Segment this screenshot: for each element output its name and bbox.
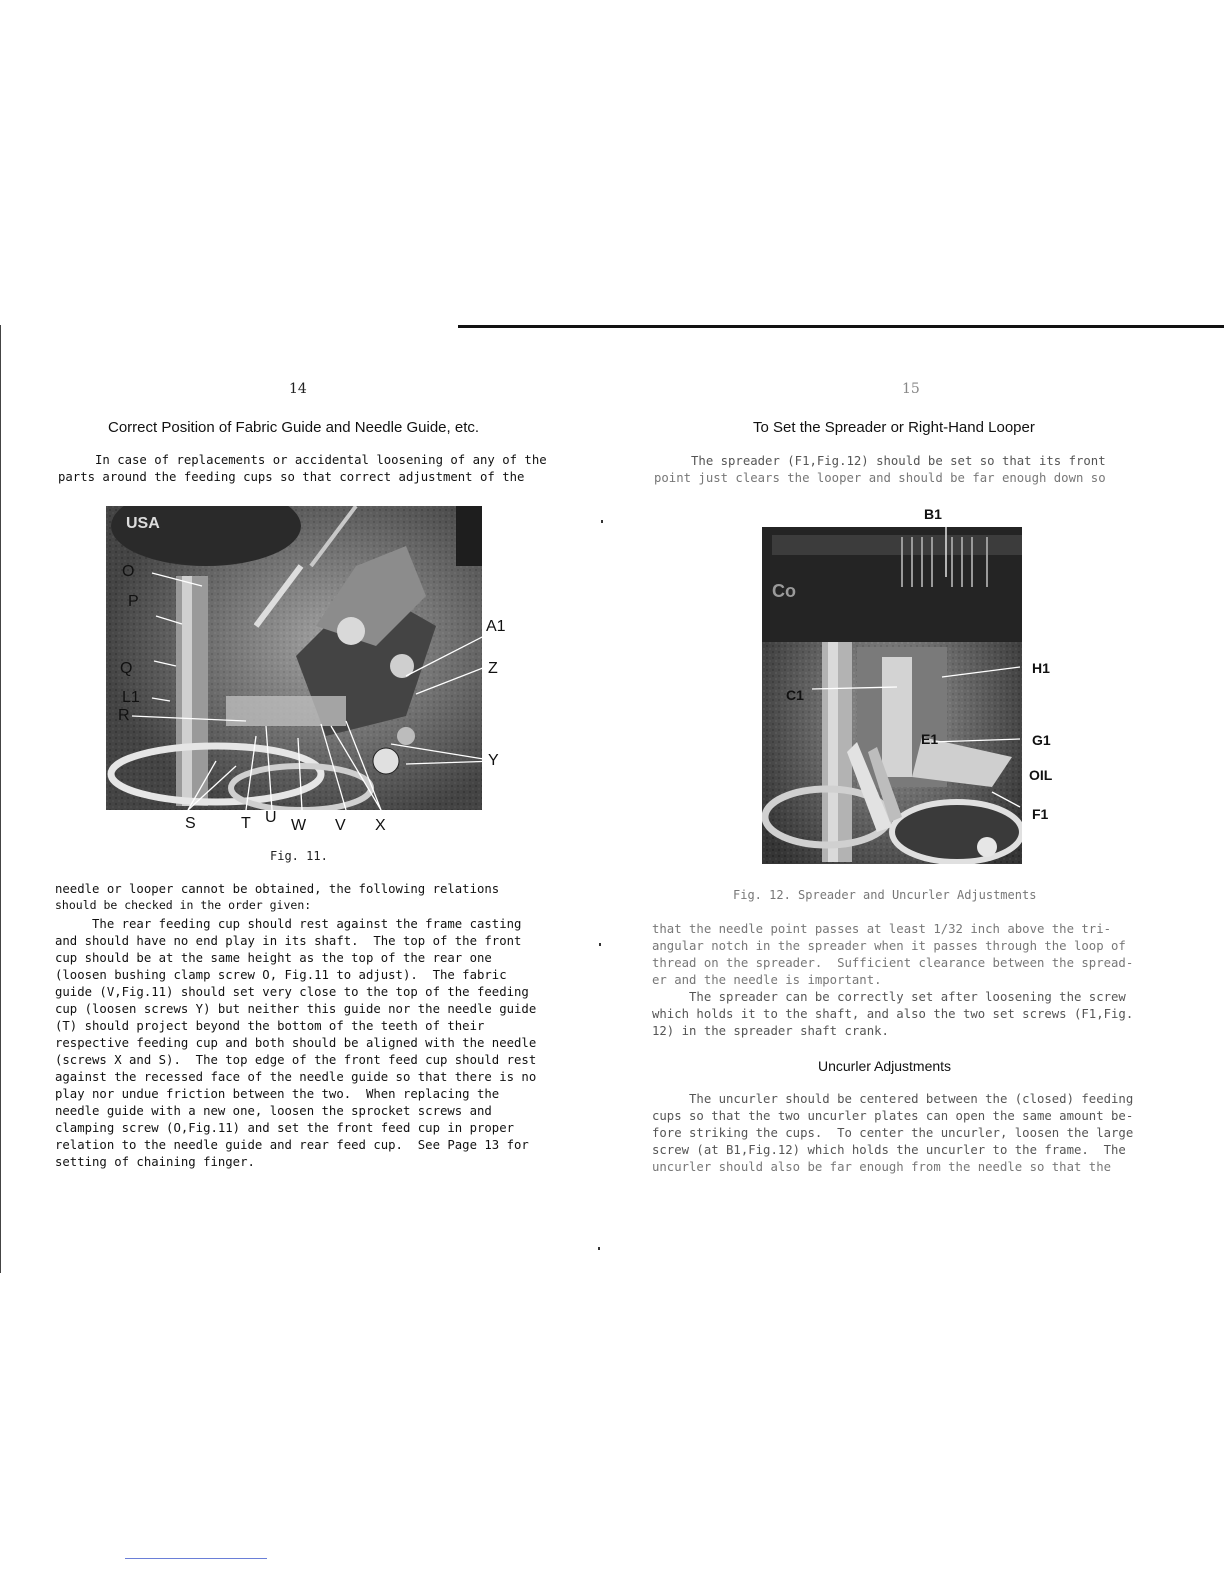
intro-line: point just clears the looper and should be far enough down so — [654, 471, 1106, 485]
figure-caption: Fig. 11. — [270, 849, 328, 863]
intro-line: parts around the feeding cups so that correct adjustment of the — [58, 470, 525, 484]
gutter-mark — [601, 520, 603, 523]
body-line: er and the needle is important. — [652, 973, 882, 987]
subheading: Uncurler Adjustments — [818, 1058, 952, 1074]
figure-label-x: X — [375, 817, 386, 834]
figure-label-c1: C1 — [786, 687, 804, 703]
body-line: setting of chaining finger. — [55, 1155, 255, 1169]
page-number: 15 — [902, 381, 920, 397]
top-rule — [458, 325, 1224, 328]
figure-label-s: S — [185, 815, 196, 832]
figure-label-p: P — [128, 593, 139, 610]
body-line: respective feeding cup and both should be aligned with the needle — [55, 1036, 537, 1050]
svg-text:Co: Co — [772, 581, 796, 601]
intro-line: In case of replacements or accidental loosening of any of the — [58, 453, 547, 467]
figure-label-f1: F1 — [1032, 806, 1049, 822]
body-line: relation to the needle guide and rear feed cup. See Page 13 for — [55, 1138, 529, 1152]
uncurler-line: The uncurler should be centered between the (closed) feeding — [652, 1092, 1134, 1106]
page-title: To Set the Spreader or Right-Hand Looper — [753, 419, 1035, 436]
gutter-mark — [599, 943, 601, 946]
left-edge-rule — [0, 325, 1, 1273]
body-line: which holds it to the shaft, and also the two set screws (F1,Fig. — [652, 1007, 1134, 1021]
uncurler-line: uncurler should also be far enough from the needle so that the — [652, 1160, 1112, 1174]
figure-label-z: Z — [488, 660, 498, 677]
figure-label-r: R — [118, 707, 130, 724]
figure-label-v: V — [335, 817, 346, 834]
body-line: play nor undue friction between the two. When replacing the — [55, 1087, 500, 1101]
figure-label-g1: G1 — [1032, 732, 1051, 748]
figure-label-a1: A1 — [486, 618, 506, 635]
figure-label-t: T — [241, 815, 251, 832]
body-line: The rear feeding cup should rest against the frame casting — [55, 917, 522, 931]
body-line: (loosen bushing clamp screw O, Fig.11 to adjust). The fabric — [55, 968, 507, 982]
body-line: should be checked in the order given: — [55, 898, 312, 912]
uncurler-line: fore striking the cups. To center the uncurler, loosen the large — [652, 1126, 1134, 1140]
figure-label-oil: OIL — [1029, 767, 1053, 783]
figure-label-u: U — [265, 809, 277, 826]
uncurler-line: cups so that the two uncurler plates can open the same amount be- — [652, 1109, 1134, 1123]
figure-caption: Fig. 12. Spreader and Uncurler Adjustments — [733, 888, 1037, 902]
bottom-link-rule — [125, 1558, 267, 1559]
figure-label-l1: L1 — [122, 689, 140, 706]
figure-label-y: Y — [488, 752, 499, 769]
body-line: thread on the spreader. Sufficient clearance between the spread- — [652, 956, 1134, 970]
figure-label-w: W — [291, 817, 307, 834]
body-line: The spreader can be correctly set after loosening the screw — [652, 990, 1126, 1004]
figure-label-o: O — [122, 563, 135, 580]
svg-text:USA: USA — [126, 515, 160, 532]
body-line: (T) should project beyond the bottom of the teeth of their — [55, 1019, 485, 1033]
body-line: (screws X and S). The top edge of the front feed cup should rest — [55, 1053, 537, 1067]
uncurler-line: screw (at B1,Fig.12) which holds the uncurler to the frame. The — [652, 1143, 1126, 1157]
body-line: 12) in the spreader shaft crank. — [652, 1024, 889, 1038]
body-line: needle or looper cannot be obtained, the following relations — [55, 882, 500, 896]
page-number: 14 — [289, 381, 307, 397]
gutter-mark — [598, 1247, 600, 1250]
body-line: and should have no end play in its shaft. The top of the front — [55, 934, 522, 948]
body-line: angular notch in the spreader when it passes through the loop of — [652, 939, 1126, 953]
body-line: against the recessed face of the needle guide so that there is no — [55, 1070, 537, 1084]
figure-label-q: Q — [120, 660, 133, 677]
body-line: guide (V,Fig.11) should set very close to the top of the feeding — [55, 985, 529, 999]
figure-label-h1: H1 — [1032, 660, 1050, 676]
figure-label-e1: E1 — [921, 731, 939, 747]
figure-label-b1: B1 — [924, 506, 942, 522]
body-line: needle guide with a new one, loosen the sprocket screws and — [55, 1104, 492, 1118]
body-line: clamping screw (O,Fig.11) and set the front feed cup in proper — [55, 1121, 515, 1135]
figure-11-photo — [106, 506, 482, 810]
body-line: cup should be at the same height as the top of the rear one — [55, 951, 492, 965]
body-line: cup (loosen screws Y) but neither this guide nor the needle guide — [55, 1002, 537, 1016]
body-line: that the needle point passes at least 1/32 inch above the tri- — [652, 922, 1112, 936]
page-title: Correct Position of Fabric Guide and Needle Guide, etc. — [108, 419, 480, 436]
intro-line: The spreader (F1,Fig.12) should be set so that its front — [654, 454, 1106, 468]
